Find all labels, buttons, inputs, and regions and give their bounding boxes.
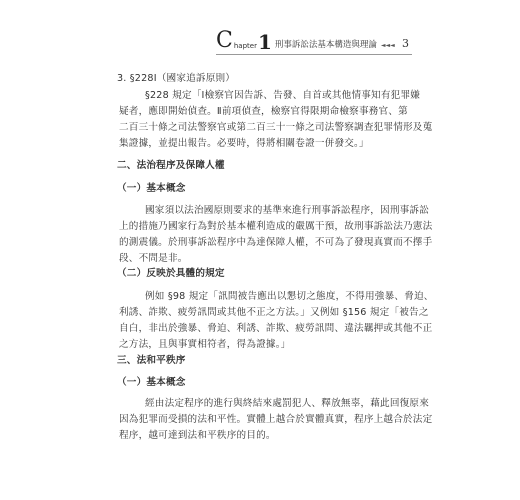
paragraph-line: 自白，非出於強暴、脅迫、利誘、詐欺、疲勞訊問、違法羈押或其他不正 (119, 323, 433, 334)
section-heading: 三、法和平秩序 (117, 355, 186, 366)
paragraph-line: 之方法，且與事實相符者，得為證據。」 (119, 339, 291, 350)
subsection-heading: （一）基本概念 (117, 183, 186, 194)
paragraph-line: §228 規定「Ⅰ檢察官因告訴、告發、自首或其他情事知有犯罪嫌 (145, 90, 421, 101)
subsection-heading: （二）反映於具體的規定 (117, 268, 225, 279)
subsection-heading: 3. §228Ⅰ（國家追訴原則） (117, 73, 236, 84)
chapter-number: 1 (257, 30, 272, 54)
chapter-title: 刑事訴訟法基本構造與理論 (274, 40, 377, 50)
paragraph-line: 疑者，應即開始偵查。Ⅱ前項偵查，檢察官得限期命檢察事務官、第 (119, 106, 408, 117)
chapter-word: hapter (233, 42, 257, 50)
paragraph-line: 因為犯罪而受損的法和平性。實體上越合於實體真實，程序上越合於法定 (119, 414, 433, 425)
page-number: 3 (402, 37, 409, 50)
subsection-heading: （一）基本概念 (117, 377, 186, 388)
chapter-heading (216, 30, 395, 52)
paragraph-line: 國家須以法治國原則要求的基準來進行刑事訴訟程序，因刑事訴訟 (145, 205, 430, 216)
arrow-decoration-icon: ◄◄◄ (380, 42, 395, 49)
paragraph-line: 經由法定程序的進行與終結來處罰犯人、釋放無辜，藉此回復原來 (145, 398, 430, 409)
chapter-initial: C (216, 28, 233, 53)
header-rule (216, 54, 412, 55)
paragraph-line: 的測震儀。於刑事訴訟程序中為達保障人權，不可為了發現真實而不擇手 (119, 237, 433, 248)
running-header (0, 30, 520, 56)
paragraph-line: 集證據，並提出報告。必要時，得將相關卷證一併發交。」 (119, 138, 369, 149)
paragraph-line: 程序，越可達到法和平秩序的目的。 (119, 430, 276, 441)
paragraph-line: 上的措施乃國家行為對於基本權利造成的嚴厲干預，故刑事訴訟法乃憲法 (119, 221, 433, 232)
paragraph-line: 二百三十條之司法警察官或第二百三十一條之司法警察調查犯罪情形及蒐 (119, 122, 433, 133)
paragraph-line: 段、不問是非。 (119, 253, 188, 264)
section-heading: 二、法治程序及保障人權 (117, 160, 225, 171)
paragraph-line: 例如 §98 規定「訊問被告應出以懇切之態度，不得用強暴、脅迫、 (145, 291, 434, 302)
paragraph-line: 利誘、詐欺、疲勞訊問或其他不正之方法。」又例如 §156 規定「被告之 (119, 307, 429, 318)
